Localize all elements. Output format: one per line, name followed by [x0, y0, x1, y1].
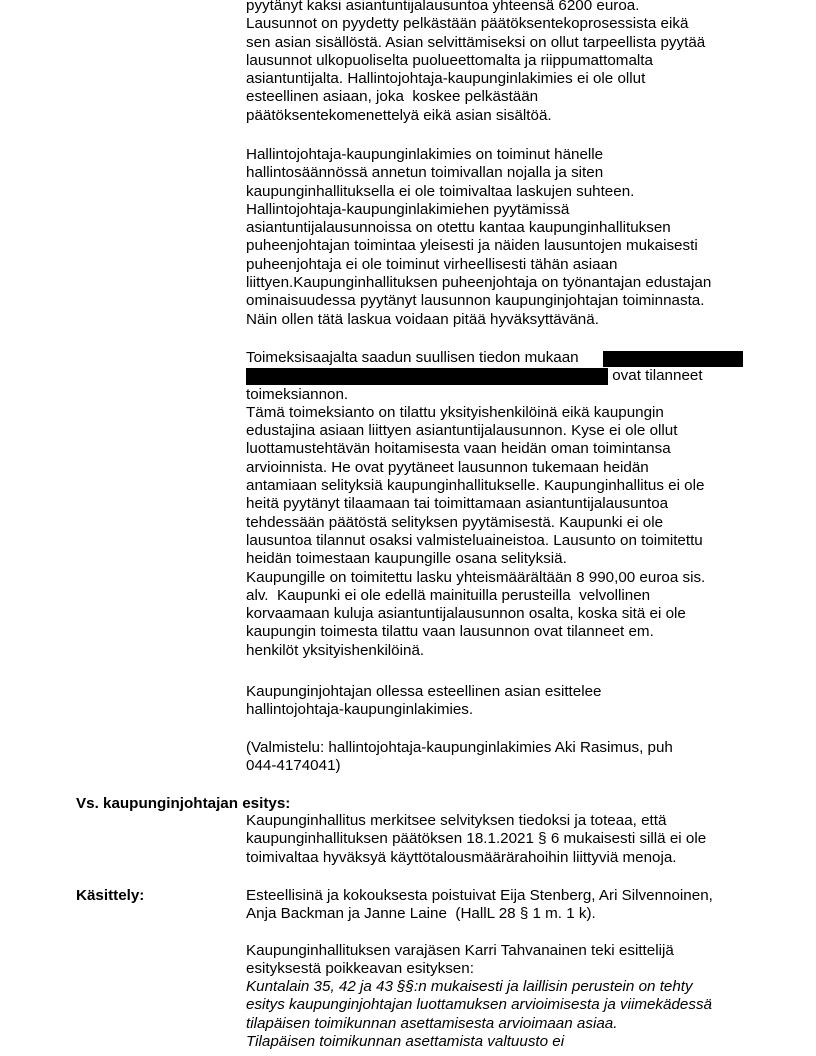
text-line: kaupungin toimesta tilattu vaan lausunnon ovat tilanneet em.: [246, 623, 654, 641]
text-fragment: ovat tilanneet: [608, 367, 703, 385]
text-line: esityksestä poikkeavan esityksen:: [246, 960, 474, 978]
text-line: Kaupungille on toimitettu lasku yhteismäärältään 8 990,00 euroa sis.: [246, 568, 706, 586]
text-line: esitys kaupunginjohtajan luottamuksen arvioimisesta ja viimekädessä: [246, 996, 712, 1014]
text-line: Esteellisinä ja kokouksesta poistuivat Eija Stenberg, Ari Silvennoinen,: [246, 887, 713, 904]
paragraph-counterproposal-quote: [246, 978, 756, 1051]
text-line-with-redaction: [246, 349, 756, 367]
text-line: Anja Backman ja Janne Laine (HallL 28 § 1 m. 1 k).: [246, 905, 596, 923]
text-line: esteellinen asiaan, joka koskee pelkästään: [246, 88, 539, 106]
text-line: heidän toimestaan kaupungille osana selityksiä.: [246, 550, 567, 568]
text-line: Näin ollen tätä laskua voidaan pitää hyväksyttävänä.: [246, 310, 599, 328]
paragraph-handling-counterproposal: [246, 942, 756, 979]
text-line: korvaamaan kuluja asiantuntijalausunnon osalta, koska sitä ei ole: [246, 605, 686, 623]
paragraph-commission: [246, 349, 756, 660]
text-line: luottamustehtävän hoitamisesta vaan heidän oman toimintansa: [246, 440, 671, 458]
text-line: puheenjohtajan toimintaa yleisesti ja näiden lausuntojen mukaisesti: [246, 237, 698, 255]
section-heading-proposal: Vs. kaupunginjohtajan esitys:: [76, 795, 291, 812]
text-line: toimeksiannon.: [246, 385, 349, 403]
paragraph-proposal: [246, 812, 756, 867]
text-line-with-redaction: [246, 367, 756, 385]
text-line: kaupunginhallituksen päätöksen 18.1.2021 § 6 mukaisesti sillä ei ole: [246, 830, 707, 848]
text-fragment: Toimeksisaajalta saadun suullisen tiedon mukaan: [246, 349, 583, 366]
paragraph-handling-recusal: [246, 887, 756, 924]
text-line: Kaupunginjohtajan ollessa esteellinen asian esittelee: [246, 683, 602, 700]
text-line: antamiaan selityksiä kaupunginhallitukselle. Kaupunginhallitus ei ole: [246, 477, 705, 495]
paragraph-preparation: [246, 739, 756, 776]
text-line: Hallintojohtaja-kaupunginlakimiehen pyytämissä: [246, 200, 570, 218]
paragraph-authority: [246, 146, 756, 329]
text-line: hallintosäännössä annetun toimivallan nojalla ja siten: [246, 164, 604, 182]
text-line: Kaupunginhallituksen varajäsen Karri Tahvanainen teki esittelijä: [246, 942, 674, 959]
redaction-bar: [246, 368, 608, 385]
text-line: tehdessään päätöstä selityksen pyytämisestä. Kaupunki ei ole: [246, 513, 664, 531]
text-line: sen asian sisällöstä. Asian selvittämiseksi on ollut tarpeellista pyytää: [246, 33, 706, 51]
text-line: Tämä toimeksianto on tilattu yksityishenkilöinä eikä kaupungin: [246, 403, 664, 421]
paragraph-statement-fees: [246, 0, 756, 125]
text-line: kaupunginhallituksella ei ole toimivaltaa laskujen suhteen.: [246, 182, 635, 200]
text-line: puheenjohtaja ei ole toiminut virheellisesti tähän asiaan: [246, 255, 618, 273]
text-line: asiantuntijalausunnoissa on otettu kantaa kaupunginhallituksen: [246, 219, 671, 237]
text-line: toimivaltaa hyväksyä käyttötalousmäärärahoihin liittyviä menoja.: [246, 848, 677, 866]
text-line: lausuntoa tilannut osaksi valmisteluaineistoa. Lausunto on toimitettu: [246, 531, 703, 549]
text-line: pyytänyt kaksi asiantuntijalausuntoa yhteensä 6200 euroa.: [246, 0, 640, 14]
text-line: henkilöt yksityishenkilöinä.: [246, 641, 425, 659]
text-line: liittyen.Kaupunginhallituksen puheenjohtaja on työnantajan edustajan: [246, 274, 712, 292]
text-line: ominaisuudessa pyytänyt lausunnon kaupunginjohtajan toiminnasta.: [246, 292, 705, 310]
text-line: asiantuntijalta. Hallintojohtaja-kaupunginlakimies ei ole ollut: [246, 70, 646, 88]
text-line: hallintojohtaja-kaupunginlakimies.: [246, 701, 474, 719]
text-line: Hallintojohtaja-kaupunginlakimies on toiminut hänelle: [246, 146, 604, 163]
text-line: päätöksentekomenettelyä eikä asian sisältöä.: [246, 106, 552, 124]
text-line: Lausunnot on pyydetty pelkästään päätöksentekoprosessista eikä: [246, 15, 689, 33]
text-line: Kaupunginhallitus merkitsee selvityksen tiedoksi ja toteaa, että: [246, 812, 667, 829]
redaction-bar: [603, 351, 743, 367]
text-line: tilapäisen toimikunnan asettamisesta arvioimaan asiaa.: [246, 1014, 618, 1032]
text-line: arvioinnista. He ovat pyytäneet lausunnon tukemaan heidän: [246, 458, 649, 476]
text-line: heitä pyytänyt tilaamaan tai toimittamaan asiantuntijalausuntoa: [246, 495, 669, 513]
text-line: lausunnot ulkopuoliselta puolueettomalta ja riippumattomalta: [246, 51, 653, 69]
text-line: edustajina asiaan liittyen asiantuntijalausunnon. Kyse ei ole ollut: [246, 422, 678, 440]
text-line: alv. Kaupunki ei ole edellä mainituilla perusteilla velvollinen: [246, 586, 651, 604]
text-line: (Valmistelu: hallintojohtaja-kaupunginlakimies Aki Rasimus, puh: [246, 739, 673, 756]
paragraph-presenter: [246, 683, 756, 720]
text-line: Kuntalain 35, 42 ja 43 §§:n mukaisesti ja laillisin perustein on tehty: [246, 978, 693, 995]
text-line: 044-4174041): [246, 757, 341, 775]
section-heading-handling: Käsittely:: [76, 887, 145, 904]
text-line: Tilapäisen toimikunnan asettamista valtuusto ei: [246, 1032, 565, 1050]
